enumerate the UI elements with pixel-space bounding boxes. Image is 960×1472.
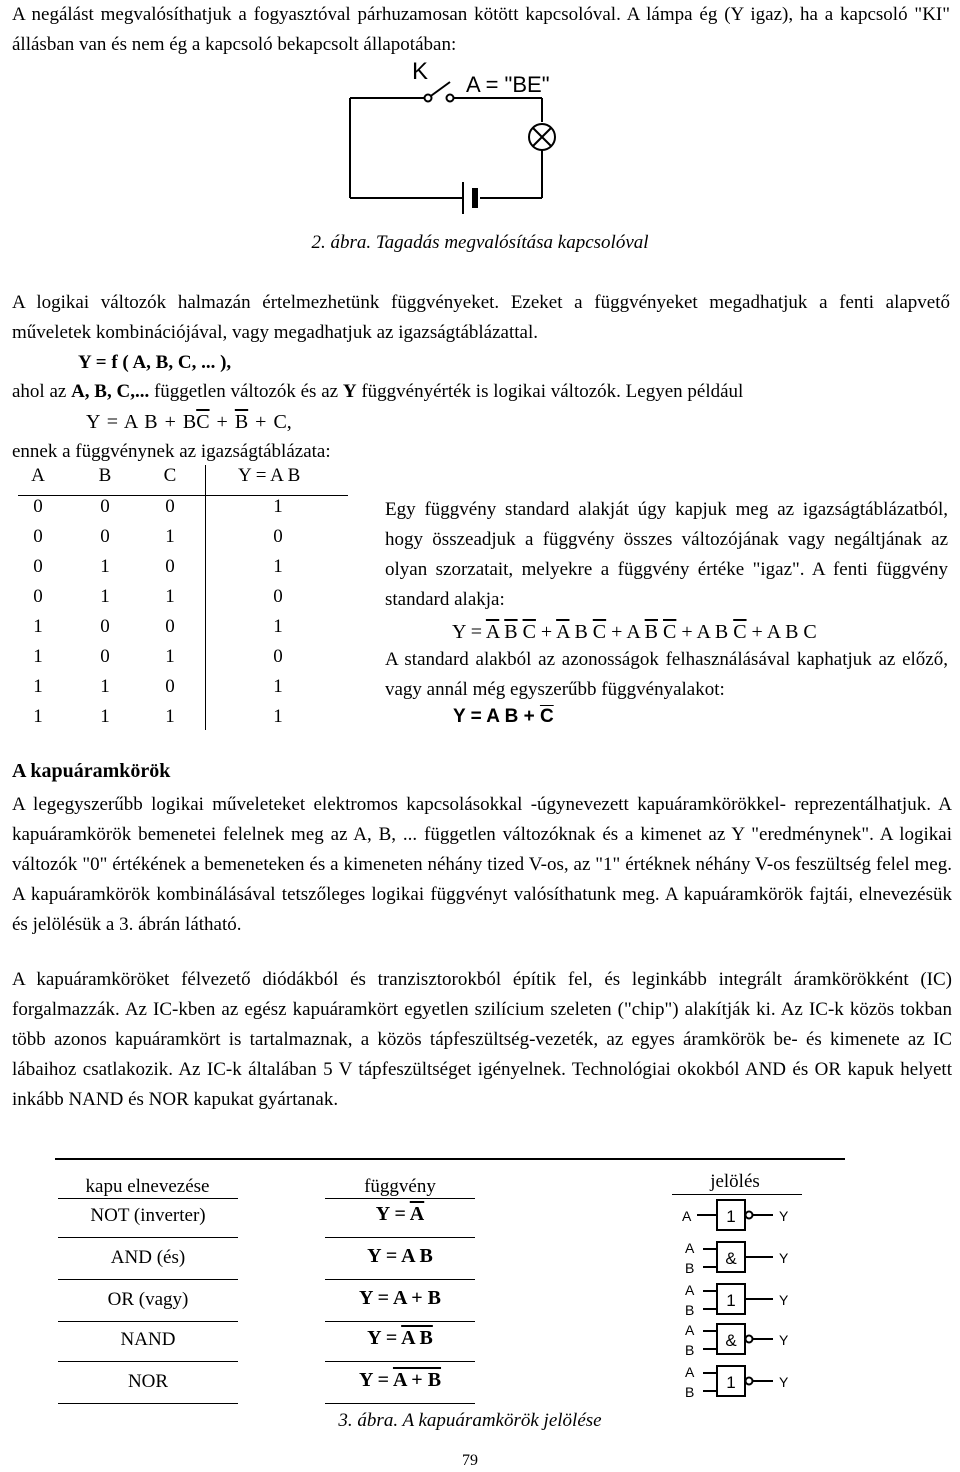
svg-text:Y: Y	[779, 1250, 789, 1266]
functions-paragraph: A logikai változók halmazán értelmezhetünk függvényeket. Ezeket a függvényeket megadhatjuk a fenti alapvető műveletek kombinációjával, vagy megadhatjuk az igazságtáblázattal.	[12, 292, 950, 343]
gates-header-symbol: jelölés	[710, 1171, 760, 1192]
truth-table-row	[0, 556, 300, 586]
truth-table-cell: 1	[165, 706, 175, 727]
truth-table-cell: 1	[165, 646, 175, 667]
truth-table-cell: 0	[165, 496, 175, 517]
truth-table-cell: 0	[273, 586, 283, 607]
truth-table-cell: 0	[33, 556, 43, 577]
svg-text:A: A	[682, 1208, 692, 1224]
truth-table-cell: 1	[273, 706, 283, 727]
gate-function: $Y = \overline{A}$	[375, 1203, 425, 1225]
svg-text:Y: Y	[779, 1332, 789, 1348]
general-formula: Y = f ( A, B, C, ... ),	[78, 352, 232, 373]
svg-text:A: A	[685, 1240, 695, 1256]
truth-table-cell: 1	[273, 496, 283, 517]
switch-state-label: A = "BE"	[466, 72, 550, 97]
section-title: A kapuáramkörök	[12, 760, 171, 782]
truth-table-row	[0, 646, 300, 676]
svg-text:B: B	[685, 1260, 695, 1276]
gates-paragraph-1: A legegyszerűbb logikai műveleteket elektromos kapcsolásokkal -úgynevezett kapuáramkörökkel- reprezentálhatjuk. A kapuáramkörök bemenetei felelnek meg az A, B, ... független változóknak és a kimenet az Y "eredménynek". A logikai változók "0" értékének a bemeneteken és a kimeneten néhány tized V-os, az "1" értéknek néhány V-os feszültség felel meg. A kapuáramkörök kombinálásával tetszőleges logikai függvényt valósíthatunk meg. A kapuáramkörök fajtái, elnevezésük és jelölésük a 3. ábrán látható.	[12, 794, 952, 935]
gate-name: NAND	[120, 1329, 176, 1350]
svg-text:A: A	[685, 1282, 695, 1298]
svg-text:Y: Y	[779, 1292, 789, 1308]
truth-table-cell: 1	[100, 586, 110, 607]
gate-function: Y = A B	[367, 1245, 433, 1267]
svg-text:A: A	[685, 1322, 695, 1338]
truth-table-row	[0, 496, 300, 526]
gate-name: AND (és)	[110, 1247, 186, 1268]
truth-table-cell: 1	[100, 706, 110, 727]
svg-text:1: 1	[726, 1291, 736, 1310]
truth-table-cell: 0	[100, 526, 110, 547]
gate-name: NOT (inverter)	[90, 1205, 206, 1226]
truth-table-cell: 1	[33, 616, 43, 637]
example-formula: Y = A $B + B\overline{C} + \overline{B} + C$,	[86, 411, 292, 433]
truth-table-cell: 1	[33, 706, 43, 727]
truth-table-output-header: Y = A B	[238, 465, 301, 486]
truth-table-cell: 0	[165, 556, 175, 577]
truth-table-cell: 0	[33, 586, 43, 607]
truth-table-cell: 0	[100, 616, 110, 637]
gate-name: OR (vagy)	[107, 1289, 189, 1310]
gate-symbol-or-icon	[675, 1197, 815, 1239]
truth-table-cell: 1	[273, 616, 283, 637]
svg-text:&: &	[725, 1249, 737, 1268]
gate-function: Y = A + B	[358, 1287, 442, 1309]
truth-table-row	[0, 526, 300, 556]
intro-paragraph: A negálást megvalósíthatjuk a fogyasztóval párhuzamosan kötött kapcsolóval. A lámpa ég (Y igaz), ha a kapcsoló "KI" állásban van és nem ég a kapcsoló bekapcsolt állapotában:	[12, 4, 950, 55]
gate-function: Y = A B	[367, 1327, 433, 1349]
page-number: 79	[462, 1452, 478, 1469]
svg-text:Y: Y	[779, 1208, 789, 1224]
truth-table-cell: 1	[33, 676, 43, 697]
svg-text:Y: Y	[779, 1374, 789, 1390]
gate-name: NOR	[127, 1371, 169, 1392]
gate-symbol-or-icon	[675, 1281, 815, 1323]
svg-text:&: &	[725, 1331, 737, 1350]
truth-table-cell: 0	[165, 676, 175, 697]
truth-table-cell: 0	[33, 526, 43, 547]
truth-table-header: A B C Y = A B	[0, 465, 300, 495]
truth-table-row	[0, 586, 300, 616]
gates-header-function: függvény	[364, 1176, 436, 1197]
svg-text:1: 1	[726, 1373, 736, 1392]
truth-table-cell: 0	[165, 616, 175, 637]
standard-form-text: Egy függvény standard alakját úgy kapjuk meg az igazságtáblázatból, hogy összeadjuk a függvény összes változójának vagy negáltjának az olyan szorzatait, melyekre a függvény értéke "igaz". A fenti függvény standard alakja:	[385, 499, 948, 610]
truth-table-cell: 0	[100, 496, 110, 517]
gates-table-top-rule	[55, 1158, 845, 1160]
switch-label: K	[412, 58, 429, 85]
truth-table-intro: ennek a függvénynek az igazságtáblázata:	[12, 441, 331, 462]
gate-symbol-or-icon	[675, 1363, 815, 1405]
gates-paragraph-2: A kapuáramköröket félvezető diódákból és tranzisztorokból építik fel, és leginkább integrált áramkörökként (IC) forgalmazzák. Az IC-kben az egész kapuáramkört egyetlen szilícium szeleten ("chip") alakítják ki. Az IC-k közös tokban több azonos kapuáramkört is tartalmaznak, a közös tápfeszültség-vezeték, az egyes áramkörök be- és kimenete az IC lábaihoz csatlakozik. Az IC-k általában 5 V tápfeszültséget igényelnek. Technológiai okokból AND és OR kapuk helyett inkább NAND és NOR kapukat gyártanak.	[12, 969, 952, 1110]
figure-2-caption: 2. ábra. Tagadás megvalósítása kapcsolóval	[311, 232, 649, 253]
figure-3-caption: 3. ábra. A kapuáramkörök jelölése	[338, 1410, 602, 1431]
truth-table-row	[0, 706, 300, 736]
truth-table-row	[0, 616, 300, 646]
truth-table-cell: 1	[100, 676, 110, 697]
standard-form-formula: $Y = \overline{A}$ $\overline{B}$ $\overline{C} + \overline{A}$ B $\overline{C} + A$ $\overline{B}$ $\overline{C} + A$ B $\overline{C} + A$ B C	[452, 621, 817, 643]
gates-header-name: kapu elnevezése	[85, 1176, 210, 1197]
svg-text:B: B	[685, 1384, 695, 1400]
svg-text:B: B	[685, 1302, 695, 1318]
simplification-text: A standard alakból az azonosságok felhasználásával kaphatjuk az előző, vagy annál még egyszerűbb függvényalakot:	[385, 649, 948, 700]
truth-table-cell: 1	[100, 556, 110, 577]
truth-table-cell: 1	[33, 646, 43, 667]
truth-table-row	[0, 676, 300, 706]
gate-symbol-and-icon	[675, 1321, 815, 1363]
truth-table-cell: 0	[33, 496, 43, 517]
truth-table-cell: 1	[273, 556, 283, 577]
simplified-formula: Y = A $B + \overline{C}$	[453, 706, 554, 727]
svg-text:A: A	[685, 1364, 695, 1380]
gate-symbol-and-icon	[675, 1239, 815, 1281]
truth-table-cell: 0	[273, 646, 283, 667]
variables-line: ahol az A, B, C,... független változók és az Y függvényérték is logikai változók. Legyen például	[12, 381, 744, 402]
truth-table-cell: 1	[165, 526, 175, 547]
truth-table-cell: 0	[100, 646, 110, 667]
svg-text:1: 1	[726, 1207, 736, 1226]
truth-table-cell: 1	[273, 676, 283, 697]
truth-table-cell: 0	[273, 526, 283, 547]
truth-table-cell: 1	[165, 586, 175, 607]
gate-function: Y = A + B	[358, 1369, 442, 1391]
svg-text:B: B	[685, 1342, 695, 1358]
